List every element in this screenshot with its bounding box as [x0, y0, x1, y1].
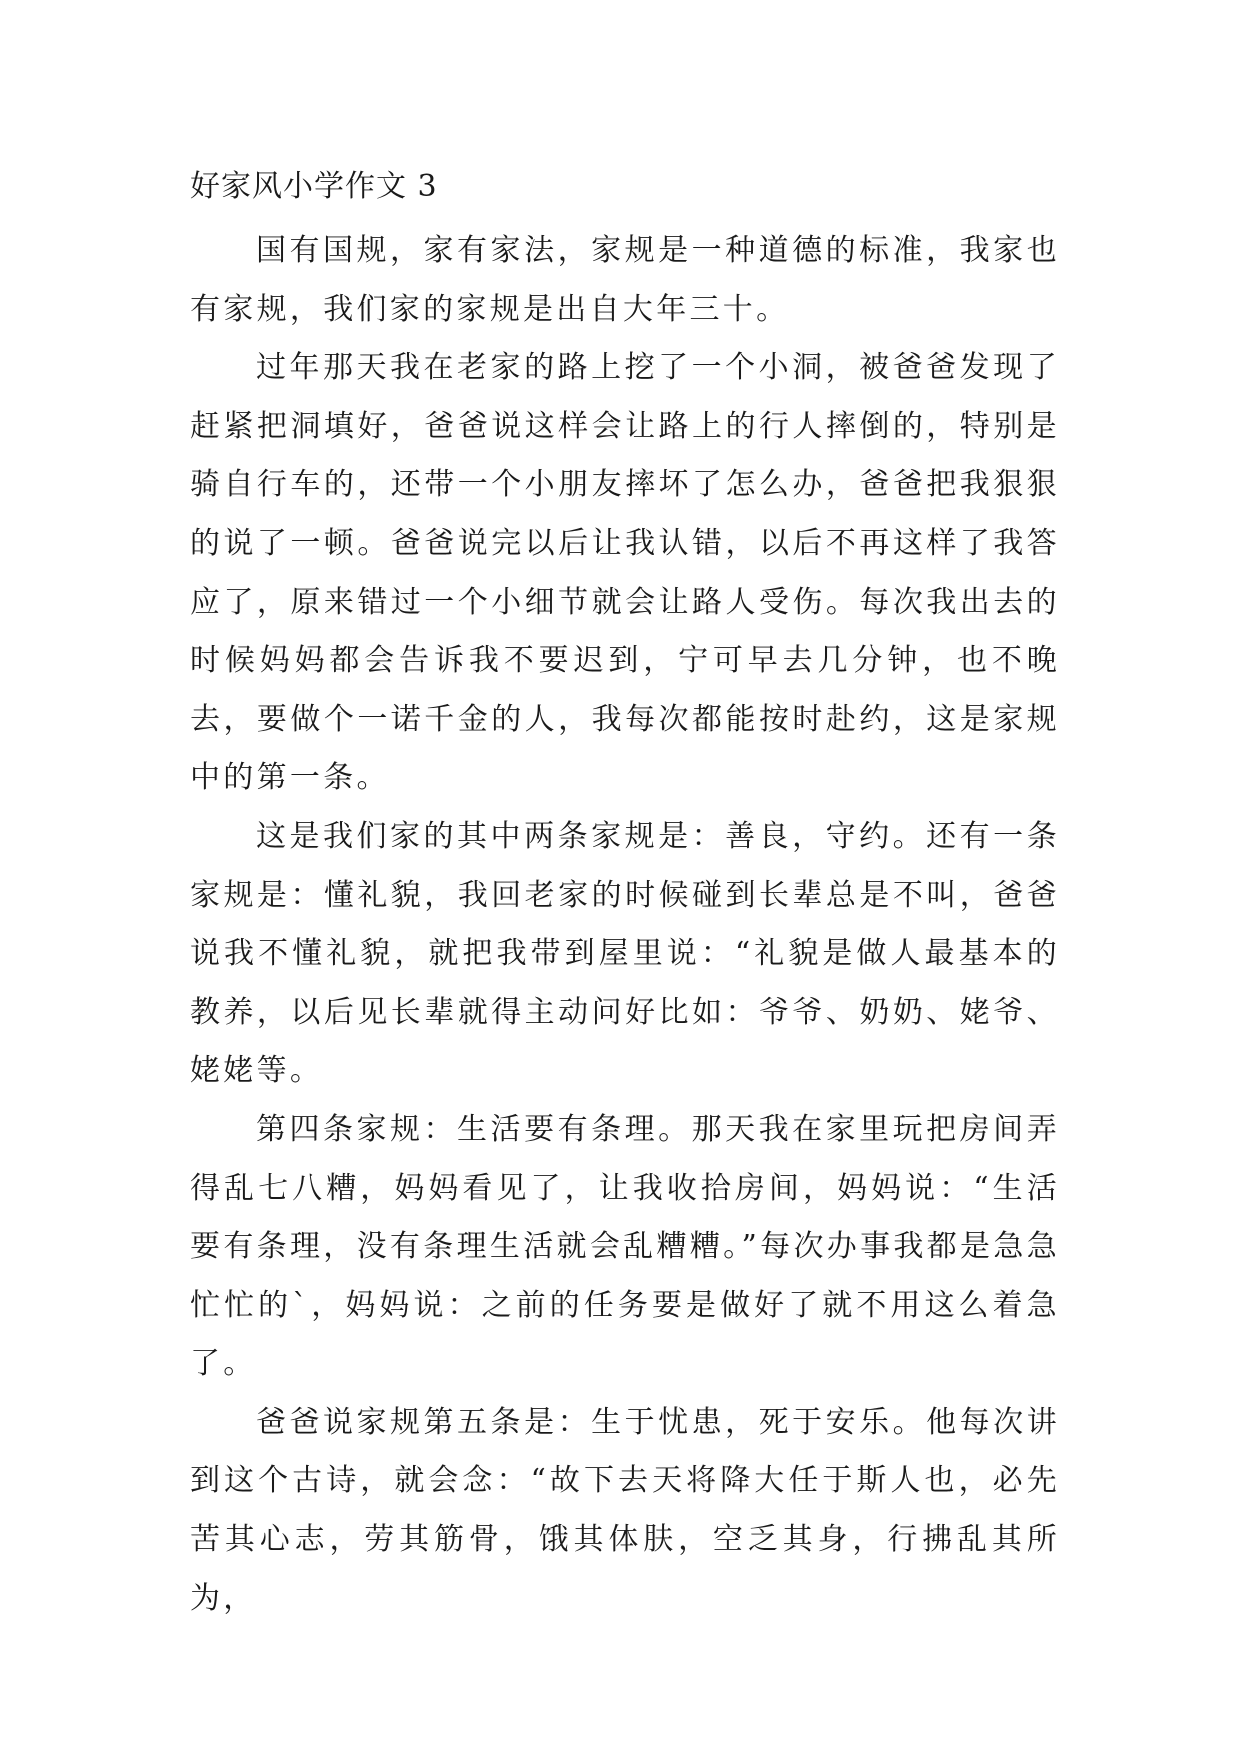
- paragraph-2: 过年那天我在老家的路上挖了一个小洞，被爸爸发现了赶紧把洞填好，爸爸说这样会让路上的行人摔倒的，特别是骑自行车的，还带一个小朋友摔坏了怎么办，爸爸把我狠狠的说了一顿。爸爸说完以后让我认错，以后不再这样了我答应了，原来错过一个小细节就会让路人受伤。每次我出去的时候妈妈都会告诉我不要迟到，宁可早去几分钟，也不晚去，要做个一诺千金的人，我每次都能按时赴约，这是家规中的第一条。: [190, 350, 1060, 796]
- document-title: 好家风小学作文 3: [190, 169, 438, 204]
- paragraph-4: 第四条家规：生活要有条理。那天我在家里玩把房间弄得乱七八糟，妈妈看见了，让我收拾房间，妈妈说：“生活要有条理，没有条理生活就会乱糟糟。”每次办事我都是急急忙忙的`，妈妈说：之前的任务要是做好了就不用这么着急了。: [190, 1111, 1060, 1382]
- paragraph-3: 这是我们家的其中两条家规是：善良，守约。还有一条家规是：懂礼貌，我回老家的时候碰到长辈总是不叫，爸爸说我不懂礼貌，就把我带到屋里说：“礼貌是做人最基本的教养，以后见长辈就得主动问好比如：爷爷、奶奶、姥爷、姥姥等。: [190, 818, 1060, 1089]
- paragraph-1: 国有国规，家有家法，家规是一种道德的标准，我家也有家规，我们家的家规是出自大年三十。: [190, 233, 1060, 327]
- document-body: [190, 222, 1060, 1628]
- paragraph-5: 爸爸说家规第五条是：生于忧患，死于安乐。他每次讲到这个古诗，就会念：“故下去天将降大任于斯人也，必先苦其心志，劳其筋骨，饿其体肤，空乏其身，行拂乱其所为，: [190, 1404, 1060, 1616]
